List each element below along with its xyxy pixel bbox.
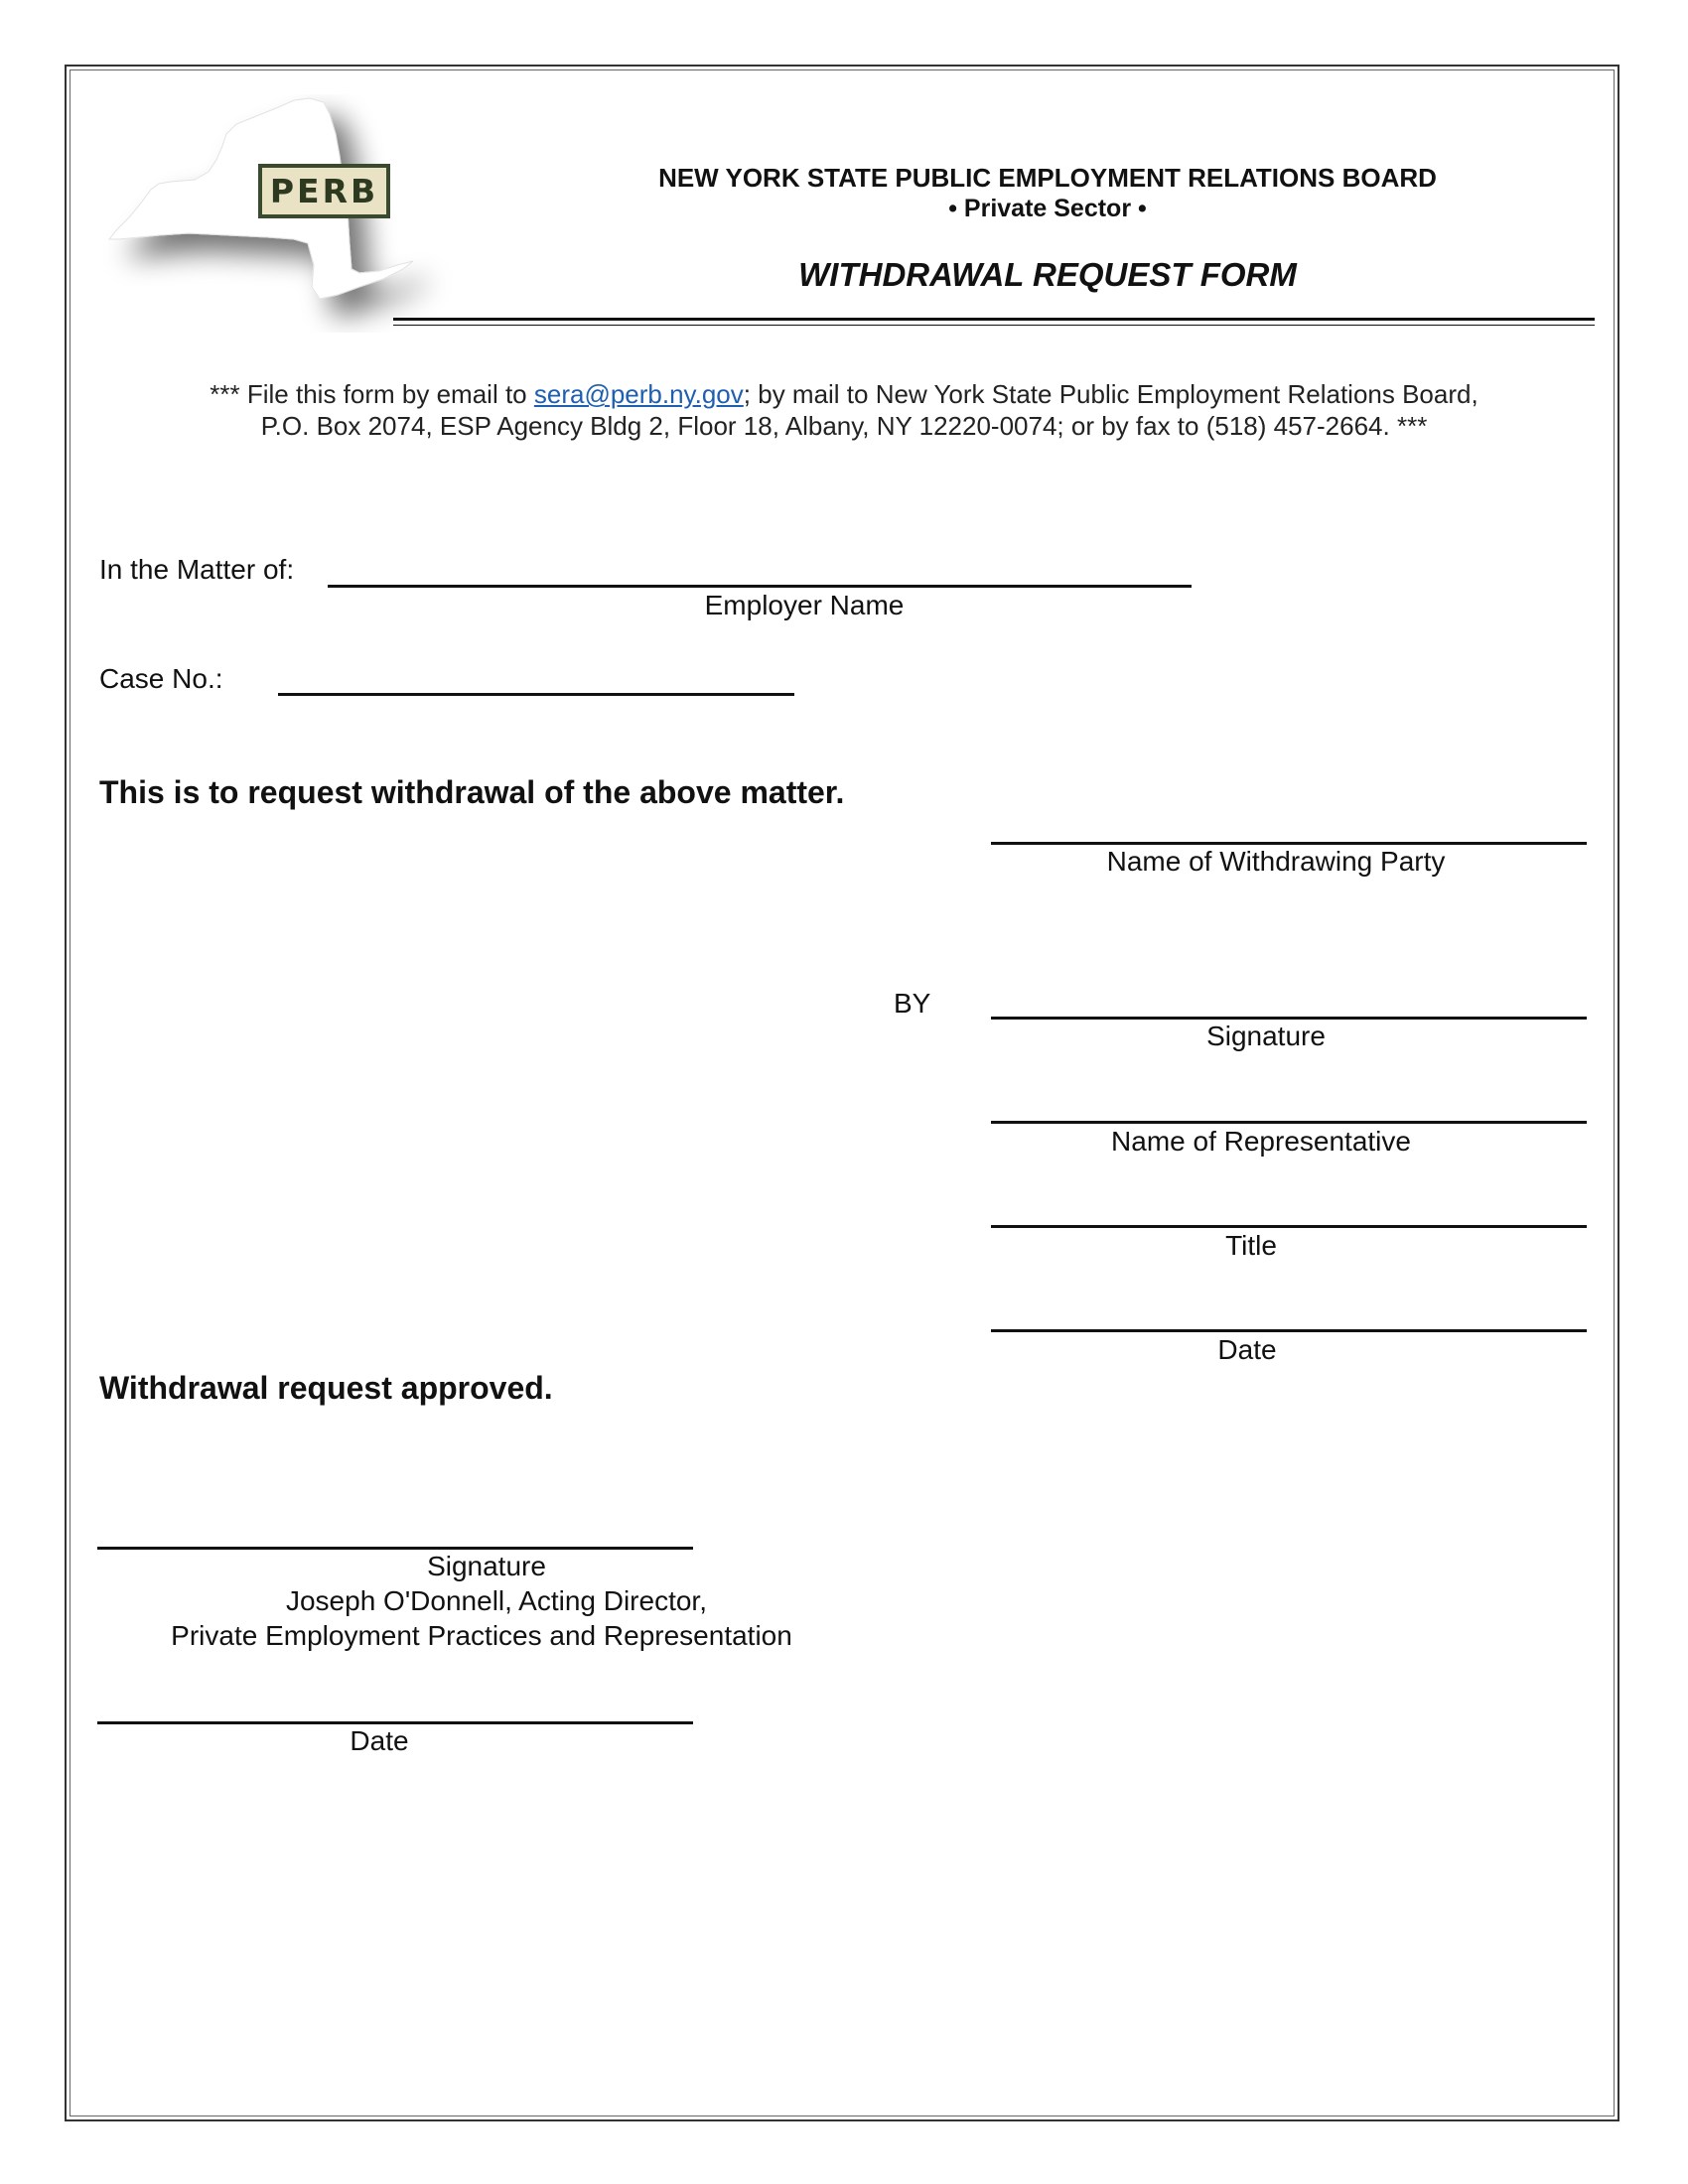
email-link[interactable]: sera@perb.ny.gov xyxy=(533,379,744,409)
filing-notice-line-1 xyxy=(89,379,1599,410)
approval-date-caption: Date xyxy=(350,1725,409,1756)
approval-signature-field[interactable] xyxy=(97,1547,693,1550)
page-border-inner xyxy=(70,69,1615,2116)
party-signature-field[interactable] xyxy=(991,1017,1587,1020)
employer-name-caption: Employer Name xyxy=(704,590,905,620)
filing-notice-line-2: P.O. Box 2074, ESP Agency Bldg 2, Floor 18, Albany, NY 12220-0074; or by fax to (518) 457-2664. *** xyxy=(260,411,1428,441)
party-date-field[interactable] xyxy=(991,1329,1587,1332)
withdrawing-party-field[interactable] xyxy=(991,842,1587,845)
notice-suffix: ; by mail to New York State Public Employment Relations Board, xyxy=(743,379,1478,409)
approval-date-field[interactable] xyxy=(97,1721,693,1724)
by-label: BY xyxy=(894,988,931,1019)
matter-label: In the Matter of: xyxy=(99,554,295,585)
organization-name: NEW YORK STATE PUBLIC EMPLOYMENT RELATIONS BOARD xyxy=(658,163,1437,193)
header-rule-thin xyxy=(393,325,1595,326)
perb-badge: PERB xyxy=(258,164,390,218)
representative-name-caption: Name of Representative xyxy=(1111,1126,1411,1157)
request-statement: This is to request withdrawal of the above matter. xyxy=(99,774,845,810)
case-number-label: Case No.: xyxy=(99,663,223,694)
notice-prefix: *** File this form by email to xyxy=(210,379,534,409)
withdrawing-party-caption: Name of Withdrawing Party xyxy=(1106,846,1446,877)
approval-signature-caption: Signature xyxy=(427,1551,546,1581)
case-number-field[interactable] xyxy=(278,693,794,696)
form-title: WITHDRAWAL REQUEST FORM xyxy=(798,256,1297,293)
approver-office: Private Employment Practices and Representation xyxy=(171,1620,792,1651)
title-caption: Title xyxy=(1225,1230,1277,1261)
title-field[interactable] xyxy=(991,1225,1587,1228)
approval-statement: Withdrawal request approved. xyxy=(99,1370,553,1406)
header-rule-thick xyxy=(393,318,1595,321)
party-date-caption: Date xyxy=(1217,1334,1277,1365)
employer-name-field[interactable] xyxy=(328,585,1192,588)
party-signature-caption: Signature xyxy=(1206,1021,1326,1051)
approver-name: Joseph O'Donnell, Acting Director, xyxy=(285,1585,707,1616)
sector-label: • Private Sector • xyxy=(948,195,1147,222)
representative-name-field[interactable] xyxy=(991,1121,1587,1124)
